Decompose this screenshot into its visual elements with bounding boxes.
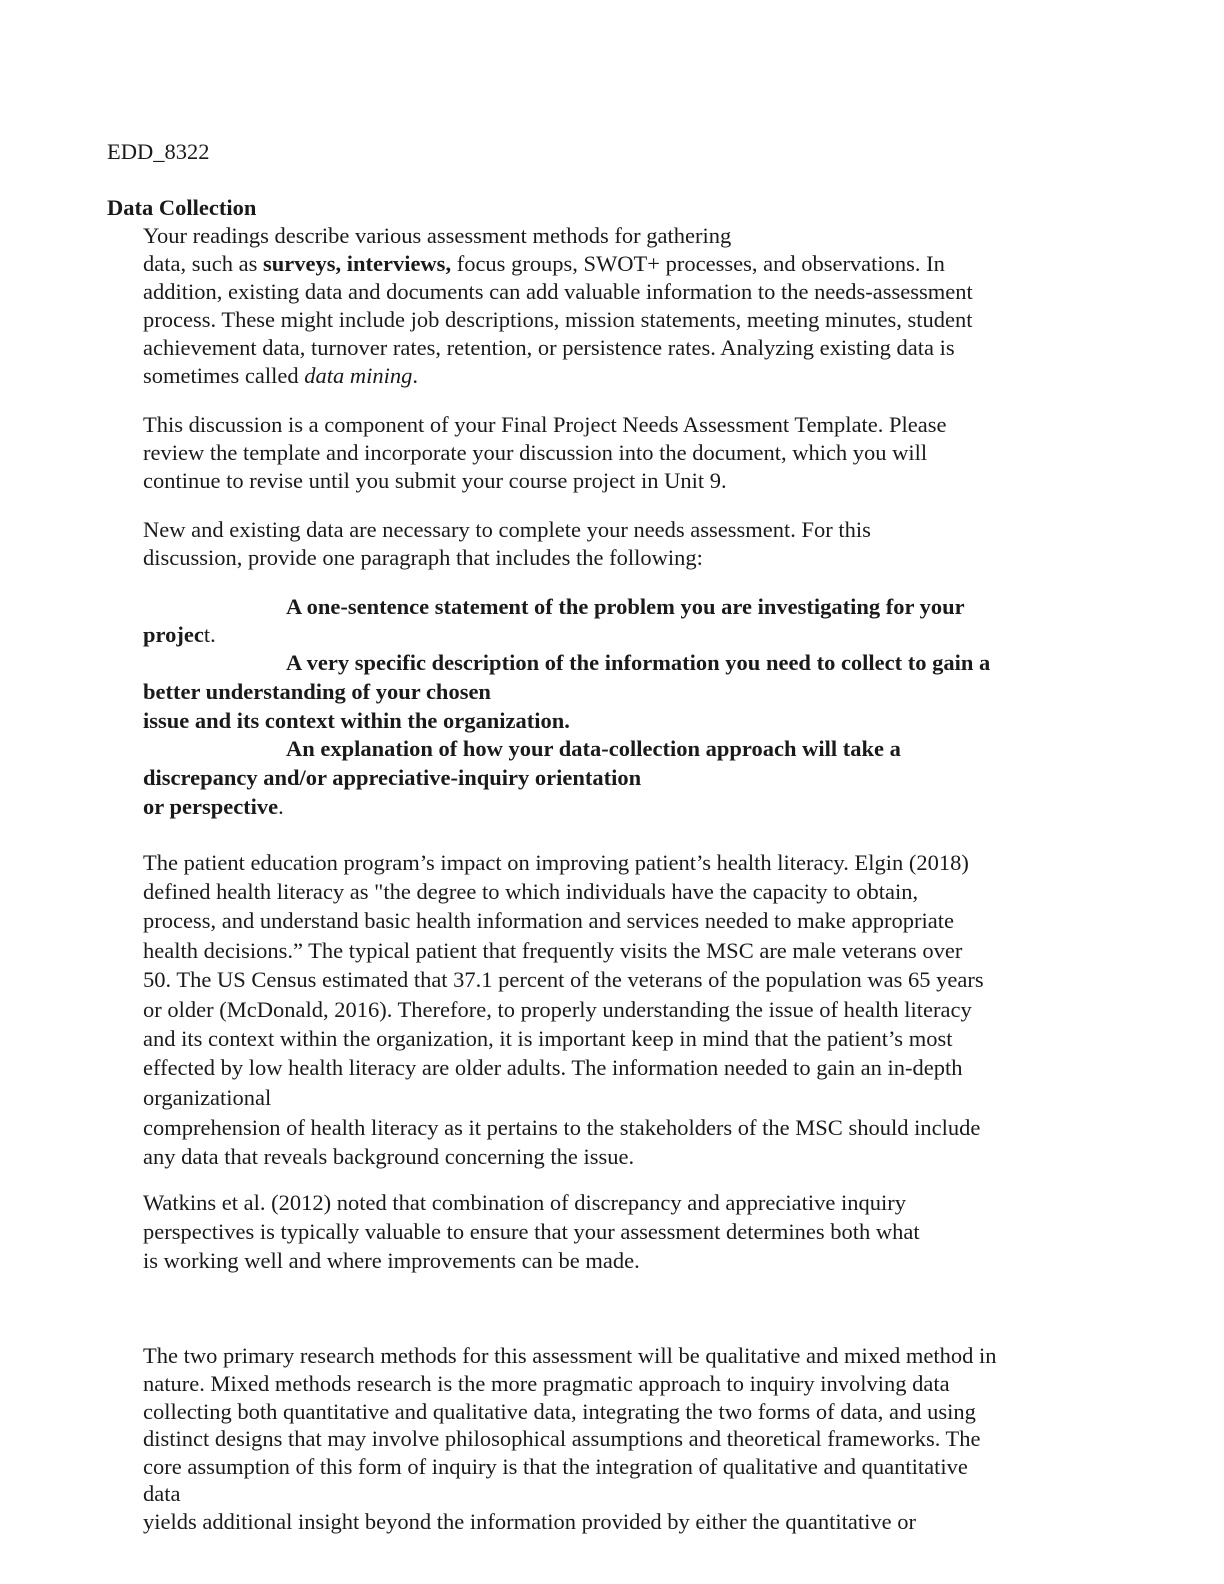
text-line: process, and understand basic health information and services needed to make appropriate — [143, 908, 954, 933]
text-line: New and existing data are necessary to complete your needs assessment. For this — [143, 517, 871, 542]
section-heading: Data Collection — [107, 195, 257, 220]
italic-term: data mining — [304, 363, 413, 388]
text-line: is working well and where improvements can be made. — [143, 1248, 640, 1273]
text-line: Watkins et al. (2012) noted that combination of discrepancy and appreciative inquiry — [143, 1190, 906, 1215]
text-line: distinct designs that may involve philosophical assumptions and theoretical frameworks. The — [143, 1426, 981, 1451]
text-line: continue to revise until you submit your course project in Unit 9. — [143, 468, 727, 493]
requirement-3: An explanation of how your data-collection approach will take a — [286, 736, 901, 761]
text-line: 50. The US Census estimated that 37.1 percent of the veterans of the population was 65 years — [143, 967, 984, 992]
text-line: effected by low health literacy are older adults. The information needed to gain an in-depth — [143, 1055, 963, 1080]
text-line: The two primary research methods for this assessment will be qualitative and mixed method in — [143, 1343, 997, 1368]
text-line: yields additional insight beyond the information provided by either the quantitative or — [143, 1509, 916, 1534]
text-line: The patient education program’s impact on improving patient’s health literacy. Elgin (2018) — [143, 850, 969, 875]
text-line: Your readings describe various assessment methods for gathering — [143, 223, 732, 248]
text-line: discrepancy and/or appreciative-inquiry orientation — [143, 765, 642, 790]
text-line: collecting both quantitative and qualitative data, integrating the two forms of data, and using — [143, 1399, 976, 1424]
text-line: discussion, provide one paragraph that includes the following: — [143, 545, 703, 570]
text-line: data — [143, 1481, 181, 1506]
text-line: health decisions.” The typical patient that frequently visits the MSC are male veterans over — [143, 938, 963, 963]
text-line: addition, existing data and documents can add valuable information to the needs-assessment — [143, 279, 973, 304]
text-line: or perspective. — [143, 794, 284, 819]
text-line: This discussion is a component of your Final Project Needs Assessment Template. Please — [143, 412, 947, 437]
text-line: core assumption of this form of inquiry is that the integration of qualitative and quantitative — [143, 1454, 968, 1479]
text-line: comprehension of health literacy as it pertains to the stakeholders of the MSC should include — [143, 1115, 981, 1140]
bold-methods: surveys, interviews, — [262, 251, 452, 276]
text-line: data, such as surveys, interviews, focus groups, SWOT+ processes, and observations. In — [143, 251, 945, 276]
text-line: and its context within the organization, it is important keep in mind that the patient’s most — [143, 1026, 953, 1051]
text-line: nature. Mixed methods research is the more pragmatic approach to inquiry involving data — [143, 1371, 950, 1396]
course-code: EDD_8322 — [107, 139, 210, 164]
text-line: any data that reveals background concerning the issue. — [143, 1144, 635, 1169]
requirement-2: A very specific description of the information you need to collect to gain a — [286, 650, 991, 675]
text-line: review the template and incorporate your discussion into the document, which you will — [143, 440, 928, 465]
requirement-1: A one-sentence statement of the problem you are investigating for your — [286, 594, 965, 619]
text-line: better understanding of your chosen — [143, 679, 491, 704]
text-line: defined health literacy as "the degree to which individuals have the capacity to obtain, — [143, 879, 919, 904]
text-line: sometimes called data mining. — [143, 363, 418, 388]
text-line: perspectives is typically valuable to ensure that your assessment determines both what — [143, 1219, 920, 1244]
text-line: issue and its context within the organization. — [143, 708, 570, 733]
text-line: or older (McDonald, 2016). Therefore, to properly understanding the issue of health literacy — [143, 997, 972, 1022]
text-line: process. These might include job descriptions, mission statements, meeting minutes, student — [143, 307, 973, 332]
text-line: achievement data, turnover rates, retention, or persistence rates. Analyzing existing data is — [143, 335, 955, 360]
text-line: project. — [143, 622, 216, 647]
text-line: organizational — [143, 1085, 272, 1110]
